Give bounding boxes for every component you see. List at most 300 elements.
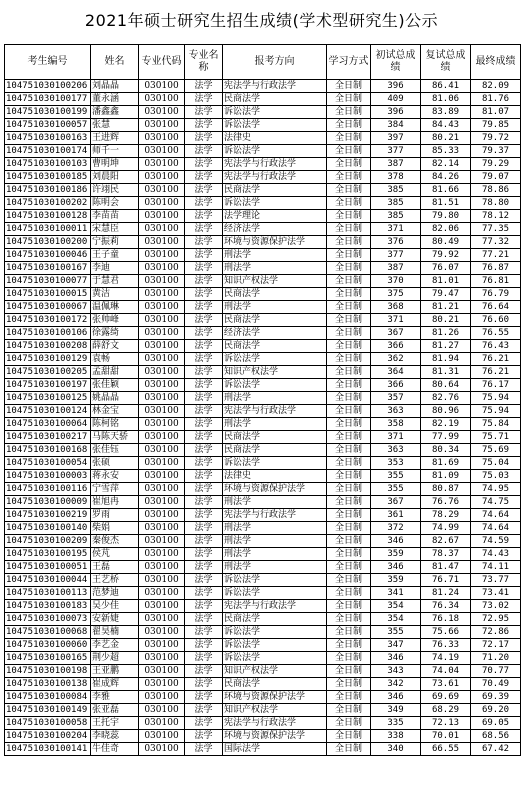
retest-score-cell: 73.61 bbox=[421, 678, 471, 691]
retest-score-cell: 83.89 bbox=[421, 106, 471, 119]
major-name-cell: 法学 bbox=[185, 457, 223, 470]
major-name-cell: 法学 bbox=[185, 366, 223, 379]
retest-score-cell: 82.19 bbox=[421, 418, 471, 431]
major-name-cell: 法学 bbox=[185, 496, 223, 509]
study-mode-cell: 全日制 bbox=[327, 184, 371, 197]
direction-cell: 法律史 bbox=[223, 132, 327, 145]
table-row bbox=[5, 223, 521, 236]
name-cell: 张硕 bbox=[91, 457, 139, 470]
exam-id-cell: 104751030100138 bbox=[5, 678, 91, 691]
header-direction: 报考方向 bbox=[223, 45, 327, 80]
name-cell: 吴少佳 bbox=[91, 600, 139, 613]
direction-cell: 诉讼法学 bbox=[223, 197, 327, 210]
major-name-cell: 法学 bbox=[185, 561, 223, 574]
retest-score-cell: 79.80 bbox=[421, 210, 471, 223]
major-code-cell: 030100 bbox=[139, 496, 185, 509]
retest-score-cell: 80.34 bbox=[421, 444, 471, 457]
final-score-cell: 74.95 bbox=[471, 483, 521, 496]
exam-id-cell: 104751030100046 bbox=[5, 249, 91, 262]
name-cell: 董永涵 bbox=[91, 93, 139, 106]
table-row bbox=[5, 405, 521, 418]
direction-cell: 民商法学 bbox=[223, 678, 327, 691]
name-cell: 王亚鹏 bbox=[91, 665, 139, 678]
major-code-cell: 030100 bbox=[139, 249, 185, 262]
initial-score-cell: 367 bbox=[371, 496, 421, 509]
study-mode-cell: 全日制 bbox=[327, 483, 371, 496]
study-mode-cell: 全日制 bbox=[327, 509, 371, 522]
final-score-cell: 76.60 bbox=[471, 314, 521, 327]
retest-score-cell: 76.76 bbox=[421, 496, 471, 509]
major-name-cell: 法学 bbox=[185, 613, 223, 626]
final-score-cell: 76.87 bbox=[471, 262, 521, 275]
final-score-cell: 75.94 bbox=[471, 405, 521, 418]
table-row bbox=[5, 483, 521, 496]
major-name-cell: 法学 bbox=[185, 743, 223, 756]
direction-cell: 经济法学 bbox=[223, 223, 327, 236]
exam-id-cell: 104751030100206 bbox=[5, 80, 91, 93]
initial-score-cell: 364 bbox=[371, 366, 421, 379]
major-code-cell: 030100 bbox=[139, 353, 185, 366]
initial-score-cell: 366 bbox=[371, 379, 421, 392]
direction-cell: 民商法学 bbox=[223, 340, 327, 353]
exam-id-cell: 104751030100060 bbox=[5, 639, 91, 652]
major-name-cell: 法学 bbox=[185, 470, 223, 483]
final-score-cell: 72.86 bbox=[471, 626, 521, 639]
major-name-cell: 法学 bbox=[185, 184, 223, 197]
retest-score-cell: 70.01 bbox=[421, 730, 471, 743]
initial-score-cell: 349 bbox=[371, 704, 421, 717]
final-score-cell: 76.43 bbox=[471, 340, 521, 353]
major-code-cell: 030100 bbox=[139, 301, 185, 314]
major-code-cell: 030100 bbox=[139, 145, 185, 158]
study-mode-cell: 全日制 bbox=[327, 561, 371, 574]
initial-score-cell: 385 bbox=[371, 184, 421, 197]
exam-id-cell: 104751030100198 bbox=[5, 665, 91, 678]
final-score-cell: 79.85 bbox=[471, 119, 521, 132]
name-cell: 曹明坤 bbox=[91, 158, 139, 171]
major-name-cell: 法学 bbox=[185, 392, 223, 405]
study-mode-cell: 全日制 bbox=[327, 80, 371, 93]
exam-id-cell: 104751030100183 bbox=[5, 600, 91, 613]
exam-id-cell: 104751030100116 bbox=[5, 483, 91, 496]
exam-id-cell: 104751030100009 bbox=[5, 496, 91, 509]
table-row bbox=[5, 379, 521, 392]
initial-score-cell: 372 bbox=[371, 522, 421, 535]
initial-score-cell: 359 bbox=[371, 574, 421, 587]
study-mode-cell: 全日制 bbox=[327, 353, 371, 366]
direction-cell: 刑法学 bbox=[223, 561, 327, 574]
initial-score-cell: 363 bbox=[371, 405, 421, 418]
major-name-cell: 法学 bbox=[185, 509, 223, 522]
major-name-cell: 法学 bbox=[185, 444, 223, 457]
table-row bbox=[5, 600, 521, 613]
exam-id-cell: 104751030100124 bbox=[5, 405, 91, 418]
initial-score-cell: 397 bbox=[371, 132, 421, 145]
initial-score-cell: 371 bbox=[371, 431, 421, 444]
name-cell: 牛佳奇 bbox=[91, 743, 139, 756]
exam-id-cell: 104751030100202 bbox=[5, 197, 91, 210]
direction-cell: 宪法学与行政法学 bbox=[223, 509, 327, 522]
name-cell: 宁振莉 bbox=[91, 236, 139, 249]
final-score-cell: 76.21 bbox=[471, 353, 521, 366]
study-mode-cell: 全日制 bbox=[327, 158, 371, 171]
table-row bbox=[5, 93, 521, 106]
study-mode-cell: 全日制 bbox=[327, 392, 371, 405]
table-row bbox=[5, 262, 521, 275]
direction-cell: 刑法学 bbox=[223, 496, 327, 509]
retest-score-cell: 80.21 bbox=[421, 132, 471, 145]
name-cell: 黄洁 bbox=[91, 288, 139, 301]
name-cell: 王磊 bbox=[91, 561, 139, 574]
scores-table bbox=[4, 44, 521, 756]
study-mode-cell: 全日制 bbox=[327, 288, 371, 301]
initial-score-cell: 371 bbox=[371, 223, 421, 236]
retest-score-cell: 68.29 bbox=[421, 704, 471, 717]
table-row bbox=[5, 548, 521, 561]
major-name-cell: 法学 bbox=[185, 431, 223, 444]
table-row bbox=[5, 470, 521, 483]
retest-score-cell: 81.66 bbox=[421, 184, 471, 197]
major-name-cell: 法学 bbox=[185, 158, 223, 171]
direction-cell: 民商法学 bbox=[223, 93, 327, 106]
initial-score-cell: 377 bbox=[371, 145, 421, 158]
study-mode-cell: 全日制 bbox=[327, 327, 371, 340]
major-name-cell: 法学 bbox=[185, 275, 223, 288]
major-code-cell: 030100 bbox=[139, 366, 185, 379]
direction-cell: 国际法学 bbox=[223, 743, 327, 756]
initial-score-cell: 387 bbox=[371, 262, 421, 275]
major-code-cell: 030100 bbox=[139, 197, 185, 210]
major-name-cell: 法学 bbox=[185, 678, 223, 691]
table-row bbox=[5, 444, 521, 457]
name-cell: 秦俊杰 bbox=[91, 535, 139, 548]
final-score-cell: 69.05 bbox=[471, 717, 521, 730]
final-score-cell: 75.84 bbox=[471, 418, 521, 431]
retest-score-cell: 81.27 bbox=[421, 340, 471, 353]
table-row bbox=[5, 145, 521, 158]
table-row bbox=[5, 652, 521, 665]
study-mode-cell: 全日制 bbox=[327, 314, 371, 327]
exam-id-cell: 104751030100165 bbox=[5, 652, 91, 665]
table-row bbox=[5, 717, 521, 730]
major-code-cell: 030100 bbox=[139, 132, 185, 145]
initial-score-cell: 359 bbox=[371, 548, 421, 561]
major-code-cell: 030100 bbox=[139, 574, 185, 587]
final-score-cell: 76.17 bbox=[471, 379, 521, 392]
major-name-cell: 法学 bbox=[185, 639, 223, 652]
retest-score-cell: 82.67 bbox=[421, 535, 471, 548]
major-code-cell: 030100 bbox=[139, 418, 185, 431]
major-code-cell: 030100 bbox=[139, 262, 185, 275]
retest-score-cell: 82.76 bbox=[421, 392, 471, 405]
major-code-cell: 030100 bbox=[139, 80, 185, 93]
retest-score-cell: 81.26 bbox=[421, 327, 471, 340]
initial-score-cell: 346 bbox=[371, 652, 421, 665]
major-name-cell: 法学 bbox=[185, 145, 223, 158]
exam-id-cell: 104751030100219 bbox=[5, 509, 91, 522]
name-cell: 张慧 bbox=[91, 119, 139, 132]
final-score-cell: 76.55 bbox=[471, 327, 521, 340]
study-mode-cell: 全日制 bbox=[327, 717, 371, 730]
retest-score-cell: 85.33 bbox=[421, 145, 471, 158]
study-mode-cell: 全日制 bbox=[327, 119, 371, 132]
exam-id-cell: 104751030100068 bbox=[5, 626, 91, 639]
major-name-cell: 法学 bbox=[185, 80, 223, 93]
major-name-cell: 法学 bbox=[185, 652, 223, 665]
initial-score-cell: 377 bbox=[371, 249, 421, 262]
final-score-cell: 76.79 bbox=[471, 288, 521, 301]
major-name-cell: 法学 bbox=[185, 535, 223, 548]
major-name-cell: 法学 bbox=[185, 600, 223, 613]
exam-id-cell: 104751030100084 bbox=[5, 691, 91, 704]
major-name-cell: 法学 bbox=[185, 691, 223, 704]
final-score-cell: 73.77 bbox=[471, 574, 521, 587]
direction-cell: 民商法学 bbox=[223, 314, 327, 327]
initial-score-cell: 355 bbox=[371, 470, 421, 483]
header-major-name: 专业名称 bbox=[185, 45, 223, 80]
table-row bbox=[5, 106, 521, 119]
study-mode-cell: 全日制 bbox=[327, 145, 371, 158]
study-mode-cell: 全日制 bbox=[327, 496, 371, 509]
exam-id-cell: 104751030100011 bbox=[5, 223, 91, 236]
study-mode-cell: 全日制 bbox=[327, 704, 371, 717]
direction-cell: 诉讼法学 bbox=[223, 652, 327, 665]
direction-cell: 法律史 bbox=[223, 470, 327, 483]
exam-id-cell: 104751030100073 bbox=[5, 613, 91, 626]
major-code-cell: 030100 bbox=[139, 665, 185, 678]
header-major-code: 专业代码 bbox=[139, 45, 185, 80]
direction-cell: 刑法学 bbox=[223, 262, 327, 275]
study-mode-cell: 全日制 bbox=[327, 600, 371, 613]
direction-cell: 刑法学 bbox=[223, 522, 327, 535]
major-code-cell: 030100 bbox=[139, 704, 185, 717]
final-score-cell: 73.02 bbox=[471, 600, 521, 613]
retest-score-cell: 75.66 bbox=[421, 626, 471, 639]
direction-cell: 诉讼法学 bbox=[223, 457, 327, 470]
major-code-cell: 030100 bbox=[139, 158, 185, 171]
retest-score-cell: 81.21 bbox=[421, 301, 471, 314]
exam-id-cell: 104751030100185 bbox=[5, 171, 91, 184]
final-score-cell: 74.43 bbox=[471, 548, 521, 561]
name-cell: 林金宝 bbox=[91, 405, 139, 418]
document-page bbox=[0, 8, 523, 790]
initial-score-cell: 346 bbox=[371, 561, 421, 574]
study-mode-cell: 全日制 bbox=[327, 418, 371, 431]
table-row bbox=[5, 496, 521, 509]
header-initial-score: 初试总成绩 bbox=[371, 45, 421, 80]
exam-id-cell: 104751030100177 bbox=[5, 93, 91, 106]
study-mode-cell: 全日制 bbox=[327, 249, 371, 262]
major-name-cell: 法学 bbox=[185, 418, 223, 431]
initial-score-cell: 338 bbox=[371, 730, 421, 743]
initial-score-cell: 342 bbox=[371, 678, 421, 691]
direction-cell: 民商法学 bbox=[223, 444, 327, 457]
major-name-cell: 法学 bbox=[185, 106, 223, 119]
retest-score-cell: 76.71 bbox=[421, 574, 471, 587]
major-code-cell: 030100 bbox=[139, 587, 185, 600]
name-cell: 李雅 bbox=[91, 691, 139, 704]
retest-score-cell: 81.31 bbox=[421, 366, 471, 379]
table-header-row bbox=[5, 45, 521, 80]
direction-cell: 刑法学 bbox=[223, 249, 327, 262]
major-code-cell: 030100 bbox=[139, 431, 185, 444]
table-row bbox=[5, 119, 521, 132]
direction-cell: 诉讼法学 bbox=[223, 119, 327, 132]
initial-score-cell: 396 bbox=[371, 80, 421, 93]
study-mode-cell: 全日制 bbox=[327, 730, 371, 743]
initial-score-cell: 346 bbox=[371, 535, 421, 548]
table-row bbox=[5, 431, 521, 444]
retest-score-cell: 79.47 bbox=[421, 288, 471, 301]
table-row bbox=[5, 561, 521, 574]
study-mode-cell: 全日制 bbox=[327, 665, 371, 678]
initial-score-cell: 361 bbox=[371, 509, 421, 522]
direction-cell: 知识产权法学 bbox=[223, 275, 327, 288]
exam-id-cell: 104751030100077 bbox=[5, 275, 91, 288]
initial-score-cell: 341 bbox=[371, 587, 421, 600]
name-cell: 侯芃 bbox=[91, 548, 139, 561]
study-mode-cell: 全日制 bbox=[327, 639, 371, 652]
direction-cell: 法学理论 bbox=[223, 210, 327, 223]
direction-cell: 诉讼法学 bbox=[223, 639, 327, 652]
final-score-cell: 70.49 bbox=[471, 678, 521, 691]
table-row bbox=[5, 522, 521, 535]
initial-score-cell: 335 bbox=[371, 717, 421, 730]
initial-score-cell: 363 bbox=[371, 444, 421, 457]
exam-id-cell: 104751030100051 bbox=[5, 561, 91, 574]
final-score-cell: 81.07 bbox=[471, 106, 521, 119]
name-cell: 薛舒文 bbox=[91, 340, 139, 353]
major-name-cell: 法学 bbox=[185, 730, 223, 743]
major-code-cell: 030100 bbox=[139, 483, 185, 496]
major-code-cell: 030100 bbox=[139, 535, 185, 548]
table-row bbox=[5, 626, 521, 639]
retest-score-cell: 74.19 bbox=[421, 652, 471, 665]
final-score-cell: 77.32 bbox=[471, 236, 521, 249]
study-mode-cell: 全日制 bbox=[327, 340, 371, 353]
final-score-cell: 68.56 bbox=[471, 730, 521, 743]
exam-id-cell: 104751030100141 bbox=[5, 743, 91, 756]
initial-score-cell: 354 bbox=[371, 613, 421, 626]
initial-score-cell: 347 bbox=[371, 639, 421, 652]
table-row bbox=[5, 171, 521, 184]
retest-score-cell: 66.55 bbox=[421, 743, 471, 756]
major-name-cell: 法学 bbox=[185, 132, 223, 145]
table-row bbox=[5, 158, 521, 171]
study-mode-cell: 全日制 bbox=[327, 522, 371, 535]
table-row bbox=[5, 418, 521, 431]
final-score-cell: 79.29 bbox=[471, 158, 521, 171]
study-mode-cell: 全日制 bbox=[327, 197, 371, 210]
name-cell: 温佩琳 bbox=[91, 301, 139, 314]
retest-score-cell: 81.09 bbox=[421, 470, 471, 483]
retest-score-cell: 80.96 bbox=[421, 405, 471, 418]
initial-score-cell: 362 bbox=[371, 353, 421, 366]
major-code-cell: 030100 bbox=[139, 743, 185, 756]
retest-score-cell: 74.99 bbox=[421, 522, 471, 535]
table-row bbox=[5, 366, 521, 379]
name-cell: 王进辉 bbox=[91, 132, 139, 145]
name-cell: 蒋永安 bbox=[91, 470, 139, 483]
major-code-cell: 030100 bbox=[139, 509, 185, 522]
name-cell: 柴娟 bbox=[91, 522, 139, 535]
name-cell: 许翊民 bbox=[91, 184, 139, 197]
direction-cell: 诉讼法学 bbox=[223, 626, 327, 639]
table-row bbox=[5, 353, 521, 366]
table-row bbox=[5, 314, 521, 327]
name-cell: 李苗苗 bbox=[91, 210, 139, 223]
name-cell: 罗雨 bbox=[91, 509, 139, 522]
major-name-cell: 法学 bbox=[185, 548, 223, 561]
name-cell: 姚晶晶 bbox=[91, 392, 139, 405]
exam-id-cell: 104751030100129 bbox=[5, 353, 91, 366]
name-cell: 徐露绮 bbox=[91, 327, 139, 340]
retest-score-cell: 81.69 bbox=[421, 457, 471, 470]
major-name-cell: 法学 bbox=[185, 340, 223, 353]
major-code-cell: 030100 bbox=[139, 678, 185, 691]
study-mode-cell: 全日制 bbox=[327, 262, 371, 275]
initial-score-cell: 409 bbox=[371, 93, 421, 106]
name-cell: 李晓蕊 bbox=[91, 730, 139, 743]
major-code-cell: 030100 bbox=[139, 561, 185, 574]
table-row bbox=[5, 327, 521, 340]
retest-score-cell: 81.94 bbox=[421, 353, 471, 366]
name-cell: 李迪 bbox=[91, 262, 139, 275]
final-score-cell: 78.86 bbox=[471, 184, 521, 197]
major-code-cell: 030100 bbox=[139, 457, 185, 470]
major-code-cell: 030100 bbox=[139, 340, 185, 353]
study-mode-cell: 全日制 bbox=[327, 301, 371, 314]
direction-cell: 知识产权法学 bbox=[223, 366, 327, 379]
major-name-cell: 法学 bbox=[185, 405, 223, 418]
exam-id-cell: 104751030100057 bbox=[5, 119, 91, 132]
initial-score-cell: 366 bbox=[371, 340, 421, 353]
name-cell: 王子童 bbox=[91, 249, 139, 262]
final-score-cell: 72.17 bbox=[471, 639, 521, 652]
initial-score-cell: 387 bbox=[371, 158, 421, 171]
direction-cell: 民商法学 bbox=[223, 184, 327, 197]
exam-id-cell: 104751030100204 bbox=[5, 730, 91, 743]
final-score-cell: 73.41 bbox=[471, 587, 521, 600]
direction-cell: 刑法学 bbox=[223, 301, 327, 314]
final-score-cell: 72.95 bbox=[471, 613, 521, 626]
initial-score-cell: 371 bbox=[371, 314, 421, 327]
exam-id-cell: 104751030100205 bbox=[5, 366, 91, 379]
major-code-cell: 030100 bbox=[139, 184, 185, 197]
page-title: 2021年硕士研究生招生成绩(学术型研究生)公示 bbox=[84, 11, 439, 30]
header-name: 姓名 bbox=[91, 45, 139, 80]
initial-score-cell: 353 bbox=[371, 457, 421, 470]
retest-score-cell: 78.37 bbox=[421, 548, 471, 561]
initial-score-cell: 340 bbox=[371, 743, 421, 756]
final-score-cell: 75.71 bbox=[471, 431, 521, 444]
name-cell: 袁畅 bbox=[91, 353, 139, 366]
major-code-cell: 030100 bbox=[139, 405, 185, 418]
table-row bbox=[5, 613, 521, 626]
major-code-cell: 030100 bbox=[139, 119, 185, 132]
study-mode-cell: 全日制 bbox=[327, 652, 371, 665]
major-name-cell: 法学 bbox=[185, 119, 223, 132]
initial-score-cell: 385 bbox=[371, 210, 421, 223]
major-name-cell: 法学 bbox=[185, 301, 223, 314]
exam-id-cell: 104751030100167 bbox=[5, 262, 91, 275]
direction-cell: 刑法学 bbox=[223, 418, 327, 431]
study-mode-cell: 全日制 bbox=[327, 444, 371, 457]
exam-id-cell: 104751030100067 bbox=[5, 301, 91, 314]
final-score-cell: 82.09 bbox=[471, 80, 521, 93]
direction-cell: 民商法学 bbox=[223, 613, 327, 626]
exam-id-cell: 104751030100003 bbox=[5, 470, 91, 483]
